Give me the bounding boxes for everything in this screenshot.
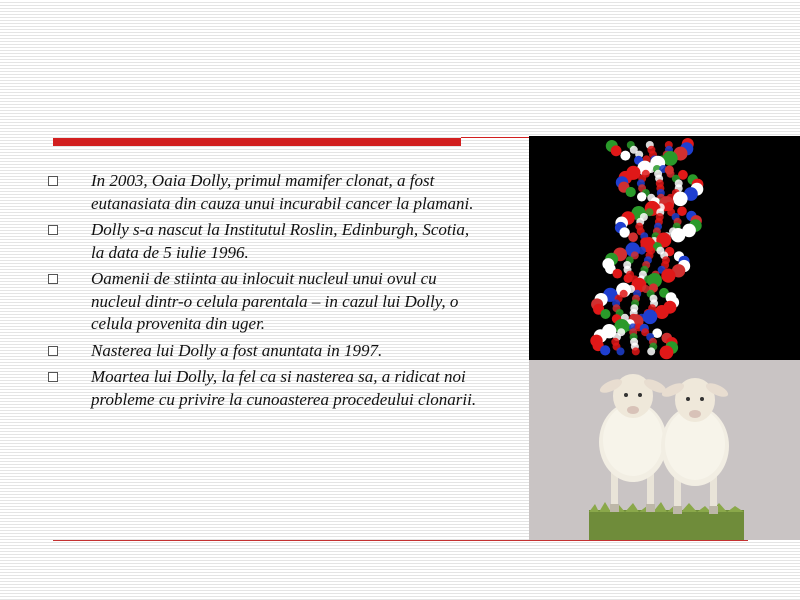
square-bullet-icon bbox=[48, 274, 58, 284]
title-accent-line bbox=[461, 137, 529, 138]
list-item bbox=[44, 219, 484, 264]
right-sheep bbox=[660, 378, 730, 514]
bullet-text: Dolly s-a nascut la Institutul Roslin, Edinburgh, Scotia, la data de 5 iulie 1996. bbox=[91, 220, 470, 262]
bullet-text: In 2003, Oaia Dolly, primul mamifer clonat, a fost eutanasiata din cauza unui incurabil cancer la plamani. bbox=[91, 171, 474, 213]
dna-helix-image bbox=[529, 136, 800, 360]
list-item bbox=[44, 366, 484, 411]
footer-divider bbox=[53, 540, 748, 541]
square-bullet-icon bbox=[48, 346, 58, 356]
cloned-sheep-image bbox=[529, 360, 800, 540]
bullet-text: Nasterea lui Dolly a fost anuntata in 1997. bbox=[91, 340, 383, 360]
list-item bbox=[44, 170, 484, 215]
square-bullet-icon bbox=[48, 225, 58, 235]
left-sheep bbox=[598, 374, 668, 512]
grass-patch bbox=[589, 510, 744, 540]
square-bullet-icon bbox=[48, 176, 58, 186]
list-item bbox=[44, 268, 484, 336]
list-item bbox=[44, 340, 484, 363]
title-accent-bar bbox=[53, 138, 461, 146]
bullet-list bbox=[44, 170, 484, 415]
square-bullet-icon bbox=[48, 372, 58, 382]
bullet-text: Oamenii de stiinta au inlocuit nucleul unui ovul cu nucleul dintr-o celula parentala – in cazul lui Dolly, o celula provenita din uger. bbox=[91, 269, 459, 333]
bullet-text: Moartea lui Dolly, la fel ca si nasterea sa, a ridicat noi probleme cu privire la cunoasterea procedeului clonarii. bbox=[91, 367, 477, 409]
sheep-graphic bbox=[529, 360, 800, 540]
dna-helix-graphic bbox=[529, 136, 800, 360]
